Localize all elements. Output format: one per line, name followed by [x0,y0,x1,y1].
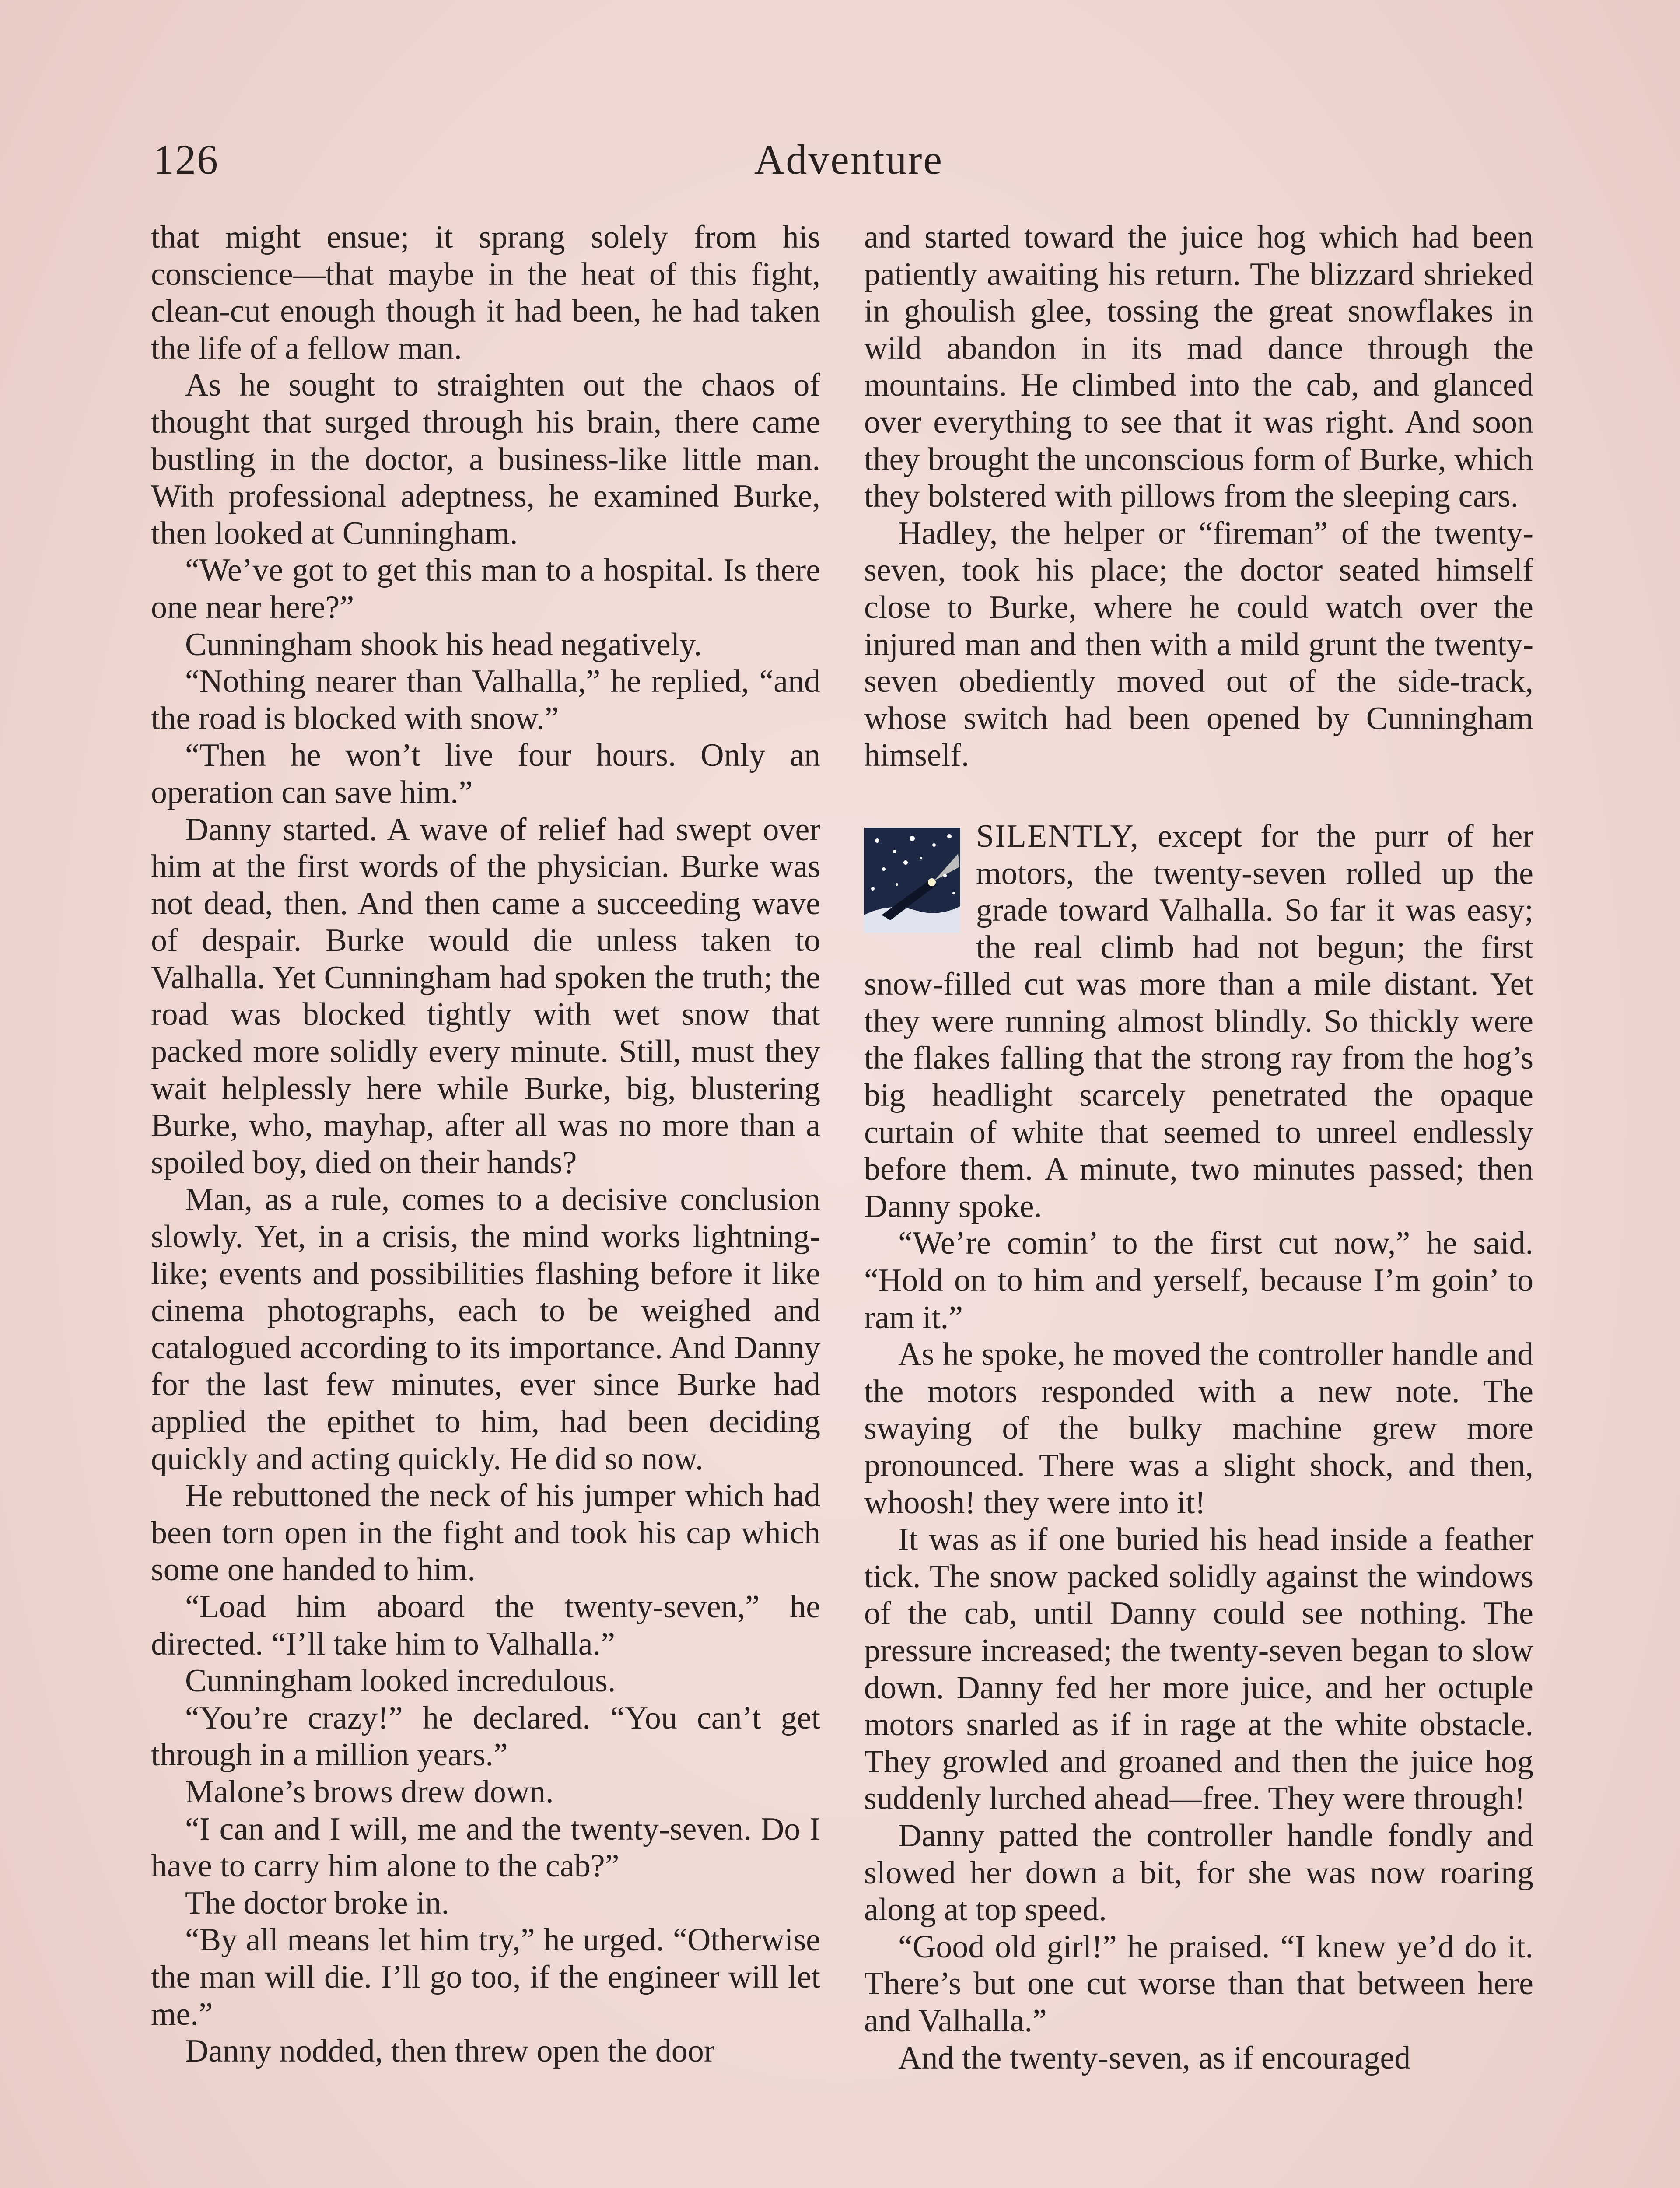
paragraph: that might ensue; it sprang solely from his conscience—that maybe in the heat of this fight, clean-cut enough though it had been, he had taken the life of a fellow man. [151,219,820,366]
paragraph: It was as if one buried his head inside a feather tick. The snow packed solidly against the windows of the cab, until Danny could see nothing. The pressure increased; the twenty-seven began to slow down. Danny fed her more juice, and her octuple motors snarled as if in rage at the white obstacle. They growled and groaned and then the juice hog suddenly lurched ahead—free. They were through! [864,1522,1533,1817]
paragraph: and started toward the juice hog which had been patiently awaiting his return. The blizzard shrieked in ghoulish glee, tossing the great snowflakes in wild abandon in its mad dance through the mountains. He climbed into the cab, and glanced over everything to see that it was right. And soon they brought the unconscious form of Burke, which they bolstered with pillows from the sleeping cars. [864,219,1533,515]
left-column [151,219,820,2070]
paragraph: Cunningham shook his head negatively. [185,626,702,663]
page-number: 126 [153,136,219,183]
paragraph: “I can and I will, me and the twenty-seven. Do I have to carry him alone to the cab?” [151,1811,820,1884]
paragraph: Man, as a rule, comes to a decisive conclusion slowly. Yet, in a crisis, the mind works lightning-like; events and possibilities flashing before it like cinema photographs, each to be weighed and catalogued according to its importance. And Danny for the last few minutes, ever since Burke had applied the epithet to him, had been deciding quickly and acting quickly. He did so now. [151,1182,820,1477]
running-title: Adventure [754,136,944,183]
right-column [864,219,1533,2076]
section-lead-word: SILENTLY, [976,818,1140,854]
paragraph: And the twenty-seven, as if encouraged [898,2040,1411,2076]
page-header [153,127,1544,193]
paragraph: “We’ve got to get this man to a hospital. Is there one near here?” [151,552,820,625]
paragraph: “Nothing nearer than Valhalla,” he replied, “and the road is blocked with snow.” [151,663,820,736]
paragraph: “You’re crazy!” he declared. “You can’t get through in a million years.” [151,1700,820,1773]
paragraph: “We’re comin’ to the first cut now,” he said. “Hold on to him and yerself, because I’m goin’ to ram it.” [864,1225,1533,1336]
paragraph: He rebuttoned the neck of his jumper which had been torn open in the fight and took his cap which some one handed to him. [151,1478,820,1588]
paragraph: As he spoke, he moved the controller handle and the motors responded with a new note. The swaying of the bulky machine grew more pronounced. There was a slight shock, and then, whoosh! they were into it! [864,1336,1533,1521]
paragraph: “Load him aboard the twenty-seven,” he directed. “I’ll take him to Valhalla.” [151,1588,820,1662]
paragraph: Danny patted the controller handle fondly and slowed her down a bit, for she was now roaring along at top speed. [864,1817,1533,1928]
paragraph: Malone’s brows drew down. [185,1774,554,1810]
paragraph: Cunningham looked incredulous. [185,1663,616,1699]
snowstorm-train-vignette-icon [864,828,960,933]
paragraph: “By all means let him try,” he urged. “Otherwise the man will die. I’ll go too, if the engineer will let me.” [151,1922,820,2032]
section-lead-text: except for the purr of her motors, the twenty-seven rolled up the grade toward Valhalla. So far it was easy; the real climb had not begun; the first snow-filled cut was more than a mile distant. Yet they were running almost blindly. So thickly were the flakes falling that the strong ray from the hog’s big headlight scarcely penetrated the opaque curtain of white that seemed to unreel endlessly before them. A minute, two minutes passed; then Danny spoke. [864,818,1533,1224]
section-break [864,774,1533,818]
paragraph: “Good old girl!” he praised. “I knew ye’d do it. There’s but one cut worse than that between here and Valhalla.” [864,1929,1533,2039]
paragraph: The doctor broke in. [185,1885,450,1921]
section-opening-paragraph [864,818,1533,1225]
paragraph: Danny nodded, then threw open the door [185,2033,715,2069]
paragraph: “Then he won’t live four hours. Only an operation can save him.” [151,737,820,810]
paragraph: Danny started. A wave of relief had swept over him at the first words of the physician. Burke was not dead, then. And then came a succeeding wave of despair. Burke would die unless taken to Valhalla. Yet Cunningham had spoken the truth; the road was blocked tightly with wet snow that packed more solidly every minute. Still, must they wait helplessly here while Burke, big, blustering Burke, who, mayhap, after all was no more than a spoiled boy, died on their hands? [151,811,820,1181]
paragraph: Hadley, the helper or “fireman” of the twenty-seven, took his place; the doctor seated himself close to Burke, where he could watch over the injured man and then with a mild grunt the twenty-seven obediently moved out of the side-track, whose switch had been opened by Cunningham himself. [864,515,1533,774]
paragraph: As he sought to straighten out the chaos of thought that surged through his brain, there came bustling in the doctor, a business-like little man. With professional adeptness, he examined Burke, then looked at Cunningham. [151,367,820,551]
